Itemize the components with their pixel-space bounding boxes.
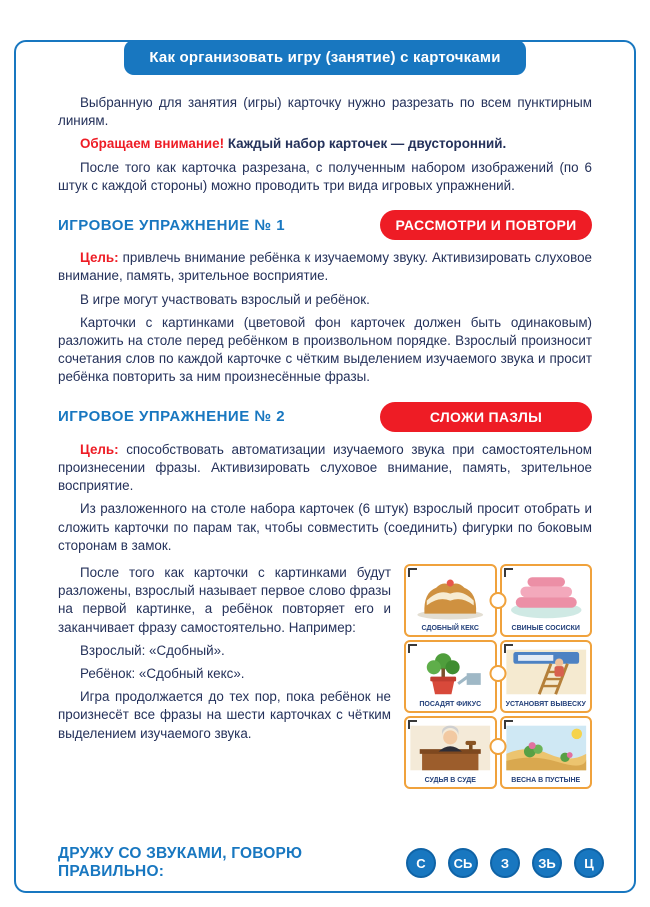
sausages-icon — [504, 568, 589, 624]
corner-mark-icon — [408, 720, 417, 729]
page-title-banner: Как организовать игру (занятие) с карточками — [124, 40, 526, 75]
puzzle-card-ficus — [404, 640, 497, 713]
exercise1-goal-label: Цель: — [80, 250, 119, 266]
sign-ladder-icon — [504, 644, 589, 700]
exercise2-title: ИГРОВОЕ УПРАЖНЕНИЕ № 2 — [58, 408, 286, 426]
desert-spring-icon — [504, 720, 589, 776]
exercise1-goal — [58, 249, 592, 285]
attention-label: Обращаем внимание! — [80, 136, 225, 152]
cake-icon — [408, 568, 493, 624]
exercise1-paragraph-2: Карточки с картинками (цветовой фон карточек должен быть одинаковым) разложить на столе перед ребёнком в произвольном порядке. Взрослый произносит сочетания слов по каждой карточке с чётким выделением изучаемого звука и просит ребёнка повторить за ним произнесённые фразы. — [58, 314, 592, 385]
child-dialogue-line: Ребёнок: «Сдобный кекс». — [80, 666, 245, 682]
puzzle-tab-icon — [490, 665, 507, 682]
puzzle-card-judge — [404, 716, 497, 789]
corner-mark-icon — [408, 568, 417, 577]
exercise2-goal — [58, 441, 592, 496]
example-text-column — [58, 564, 391, 789]
sound-badge-s: С — [406, 848, 436, 878]
attention-text: Каждый набор карточек — двусторонний. — [227, 136, 507, 152]
exercise1-header — [58, 210, 592, 240]
exercise2-goal-label: Цель: — [80, 441, 119, 457]
card-caption: СУДЬЯ В СУДЕ — [424, 776, 476, 784]
card-caption: СВИНЫЕ СОСИСКИ — [511, 624, 580, 632]
corner-mark-icon — [408, 644, 417, 653]
puzzle-tab-icon — [490, 592, 507, 609]
example-paragraph-1: После того как карточки с картинками будут разложены, взрослый называет первое слово фразы на первой картинке, а ребёнок повторяет его и заканчивает фразу самостоятельно. Например: — [58, 564, 391, 635]
sound-badge-z: З — [490, 848, 520, 878]
puzzle-card-sausages — [500, 564, 593, 637]
sound-badge-s-soft: СЬ — [448, 848, 478, 878]
example-paragraph-2: Игра продолжается до тех пор, пока ребёнок не произнесёт все фразы на шести карточках с чётким выделением изучаемого звука. — [58, 689, 391, 741]
puzzle-card-desert — [500, 716, 593, 789]
card-caption: СДОБНЫЙ КЕКС — [421, 624, 479, 632]
sound-badge-z-soft: ЗЬ — [532, 848, 562, 878]
exercise2-paragraph-1: Из разложенного на столе набора карточек (6 штук) взрослый просит отобрать и сложить карточки по парам так, чтобы совместить (соединить) фигурки по боковым сторонам в замок. — [58, 501, 592, 553]
intro-paragraph-1: Выбранную для занятия (игры) карточку нужно разрезать по всем пунктирным линиям. — [58, 95, 592, 129]
puzzle-card-sign — [500, 640, 593, 713]
puzzle-cards-grid — [404, 564, 592, 789]
adult-dialogue-line: Взрослый: «Сдобный». — [80, 642, 225, 658]
judge-icon — [408, 720, 493, 776]
series-footer — [58, 845, 604, 881]
corner-mark-icon — [504, 644, 513, 653]
page-content — [58, 94, 592, 789]
attention-note — [58, 135, 592, 153]
example-section — [58, 564, 592, 789]
card-caption: ПОСАДЯТ ФИКУС — [419, 700, 482, 708]
intro-paragraph-2: После того как карточка разрезана, с полученным набором изображений (по 6 штук с каждой стороны) можно проводить три вида игровых упражнений. — [58, 159, 592, 193]
exercise2-goal-text: способствовать автоматизации изучаемого звука при самостоятельном произнесении фразы. Активизировать слуховое внимание, память, зрительное восприятие. — [58, 441, 592, 494]
corner-mark-icon — [504, 568, 513, 577]
exercise2-header — [58, 402, 592, 432]
exercise1-goal-text: привлечь внимание ребёнка к изучаемому звуку. Активизировать слуховое внимание, память, зрительное восприятие. — [58, 250, 592, 284]
card-caption: ВЕСНА В ПУСТЫНЕ — [511, 776, 581, 784]
corner-mark-icon — [504, 720, 513, 729]
sound-badges — [406, 848, 604, 878]
exercise2-badge: СЛОЖИ ПАЗЛЫ — [380, 402, 592, 432]
ficus-plant-icon — [408, 644, 493, 700]
exercise1-paragraph-1: В игре могут участвовать взрослый и ребёнок. — [80, 291, 370, 307]
puzzle-card-cake — [404, 564, 497, 637]
card-caption: УСТАНОВЯТ ВЫВЕСКУ — [505, 700, 586, 708]
puzzle-tab-icon — [490, 738, 507, 755]
exercise1-badge: РАССМОТРИ И ПОВТОРИ — [380, 210, 592, 240]
exercise1-title: ИГРОВОЕ УПРАЖНЕНИЕ № 1 — [58, 216, 286, 234]
series-title: ДРУЖУ СО ЗВУКАМИ, ГОВОРЮ ПРАВИЛЬНО: — [58, 845, 303, 880]
sound-badge-ts: Ц — [574, 848, 604, 878]
